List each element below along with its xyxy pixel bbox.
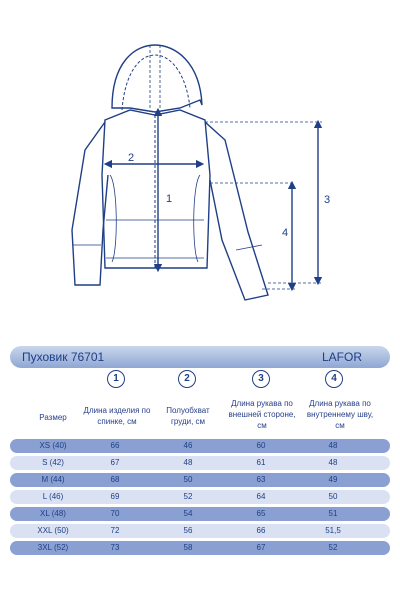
size-cell: L (46) [42,492,64,501]
brand-name: LAFOR [322,350,363,364]
outer-sleeve-cell: 64 [256,492,266,501]
inner-sleeve-cell: 50 [328,492,338,501]
half-chest-cell: 58 [183,543,193,552]
outer-sleeve-cell: 61 [256,458,266,467]
back-length-cell: 70 [110,509,120,518]
measure-label-4: 4 [282,227,289,239]
outer-sleeve-cell: 65 [256,509,266,518]
outer-sleeve-cell: 60 [256,441,266,450]
back-length-cell: 69 [110,492,120,501]
size-cell: XS (40) [39,441,67,450]
measure-label-1: 1 [166,193,173,205]
half-chest-cell: 48 [183,458,193,467]
inner-sleeve-cell: 51 [328,509,338,518]
measure-label-2: 2 [128,152,135,164]
column-number-2: 2 [178,370,196,388]
half-chest-cell: 56 [183,526,193,535]
outer-sleeve-cell: 67 [256,543,266,552]
column-header-2: Полуобхват груди, см [166,406,210,426]
column-number-1: 1 [107,370,125,388]
product-title: Пуховик 76701 [22,350,105,364]
column-number-4: 4 [325,370,343,388]
back-length-cell: 72 [110,526,120,535]
column-header-1: Длина изделия по спинке, см [83,406,151,426]
column-number-3: 3 [252,370,270,388]
outer-sleeve-cell: 63 [256,475,266,484]
inner-sleeve-cell: 48 [328,441,338,450]
outer-sleeve-cell: 66 [256,526,266,535]
column-header-4: Длина рукава по внутреннему шву, см [306,399,374,430]
inner-sleeve-cell: 52 [328,543,338,552]
measure-label-3: 3 [324,194,331,206]
size-cell: XXL (50) [37,526,69,535]
size-cell: S (42) [42,458,64,467]
inner-sleeve-cell: 48 [328,458,338,467]
size-column-header: Размер [39,413,67,422]
half-chest-cell: 46 [183,441,193,450]
back-length-cell: 68 [110,475,120,484]
half-chest-cell: 52 [183,492,193,501]
right-sleeve-outline [205,122,268,300]
back-length-cell: 67 [110,458,120,467]
size-cell: M (44) [41,475,65,484]
half-chest-cell: 54 [183,509,193,518]
size-cell: 3XL (52) [37,543,69,552]
back-length-cell: 66 [110,441,120,450]
inner-sleeve-cell: 51,5 [325,526,341,535]
back-length-cell: 73 [110,543,120,552]
jacket-body-outline [102,110,210,268]
size-cell: XL (48) [40,509,66,518]
column-header-3: Длина рукава по внешней стороне, см [228,399,296,430]
inner-sleeve-cell: 49 [328,475,338,484]
half-chest-cell: 50 [183,475,193,484]
